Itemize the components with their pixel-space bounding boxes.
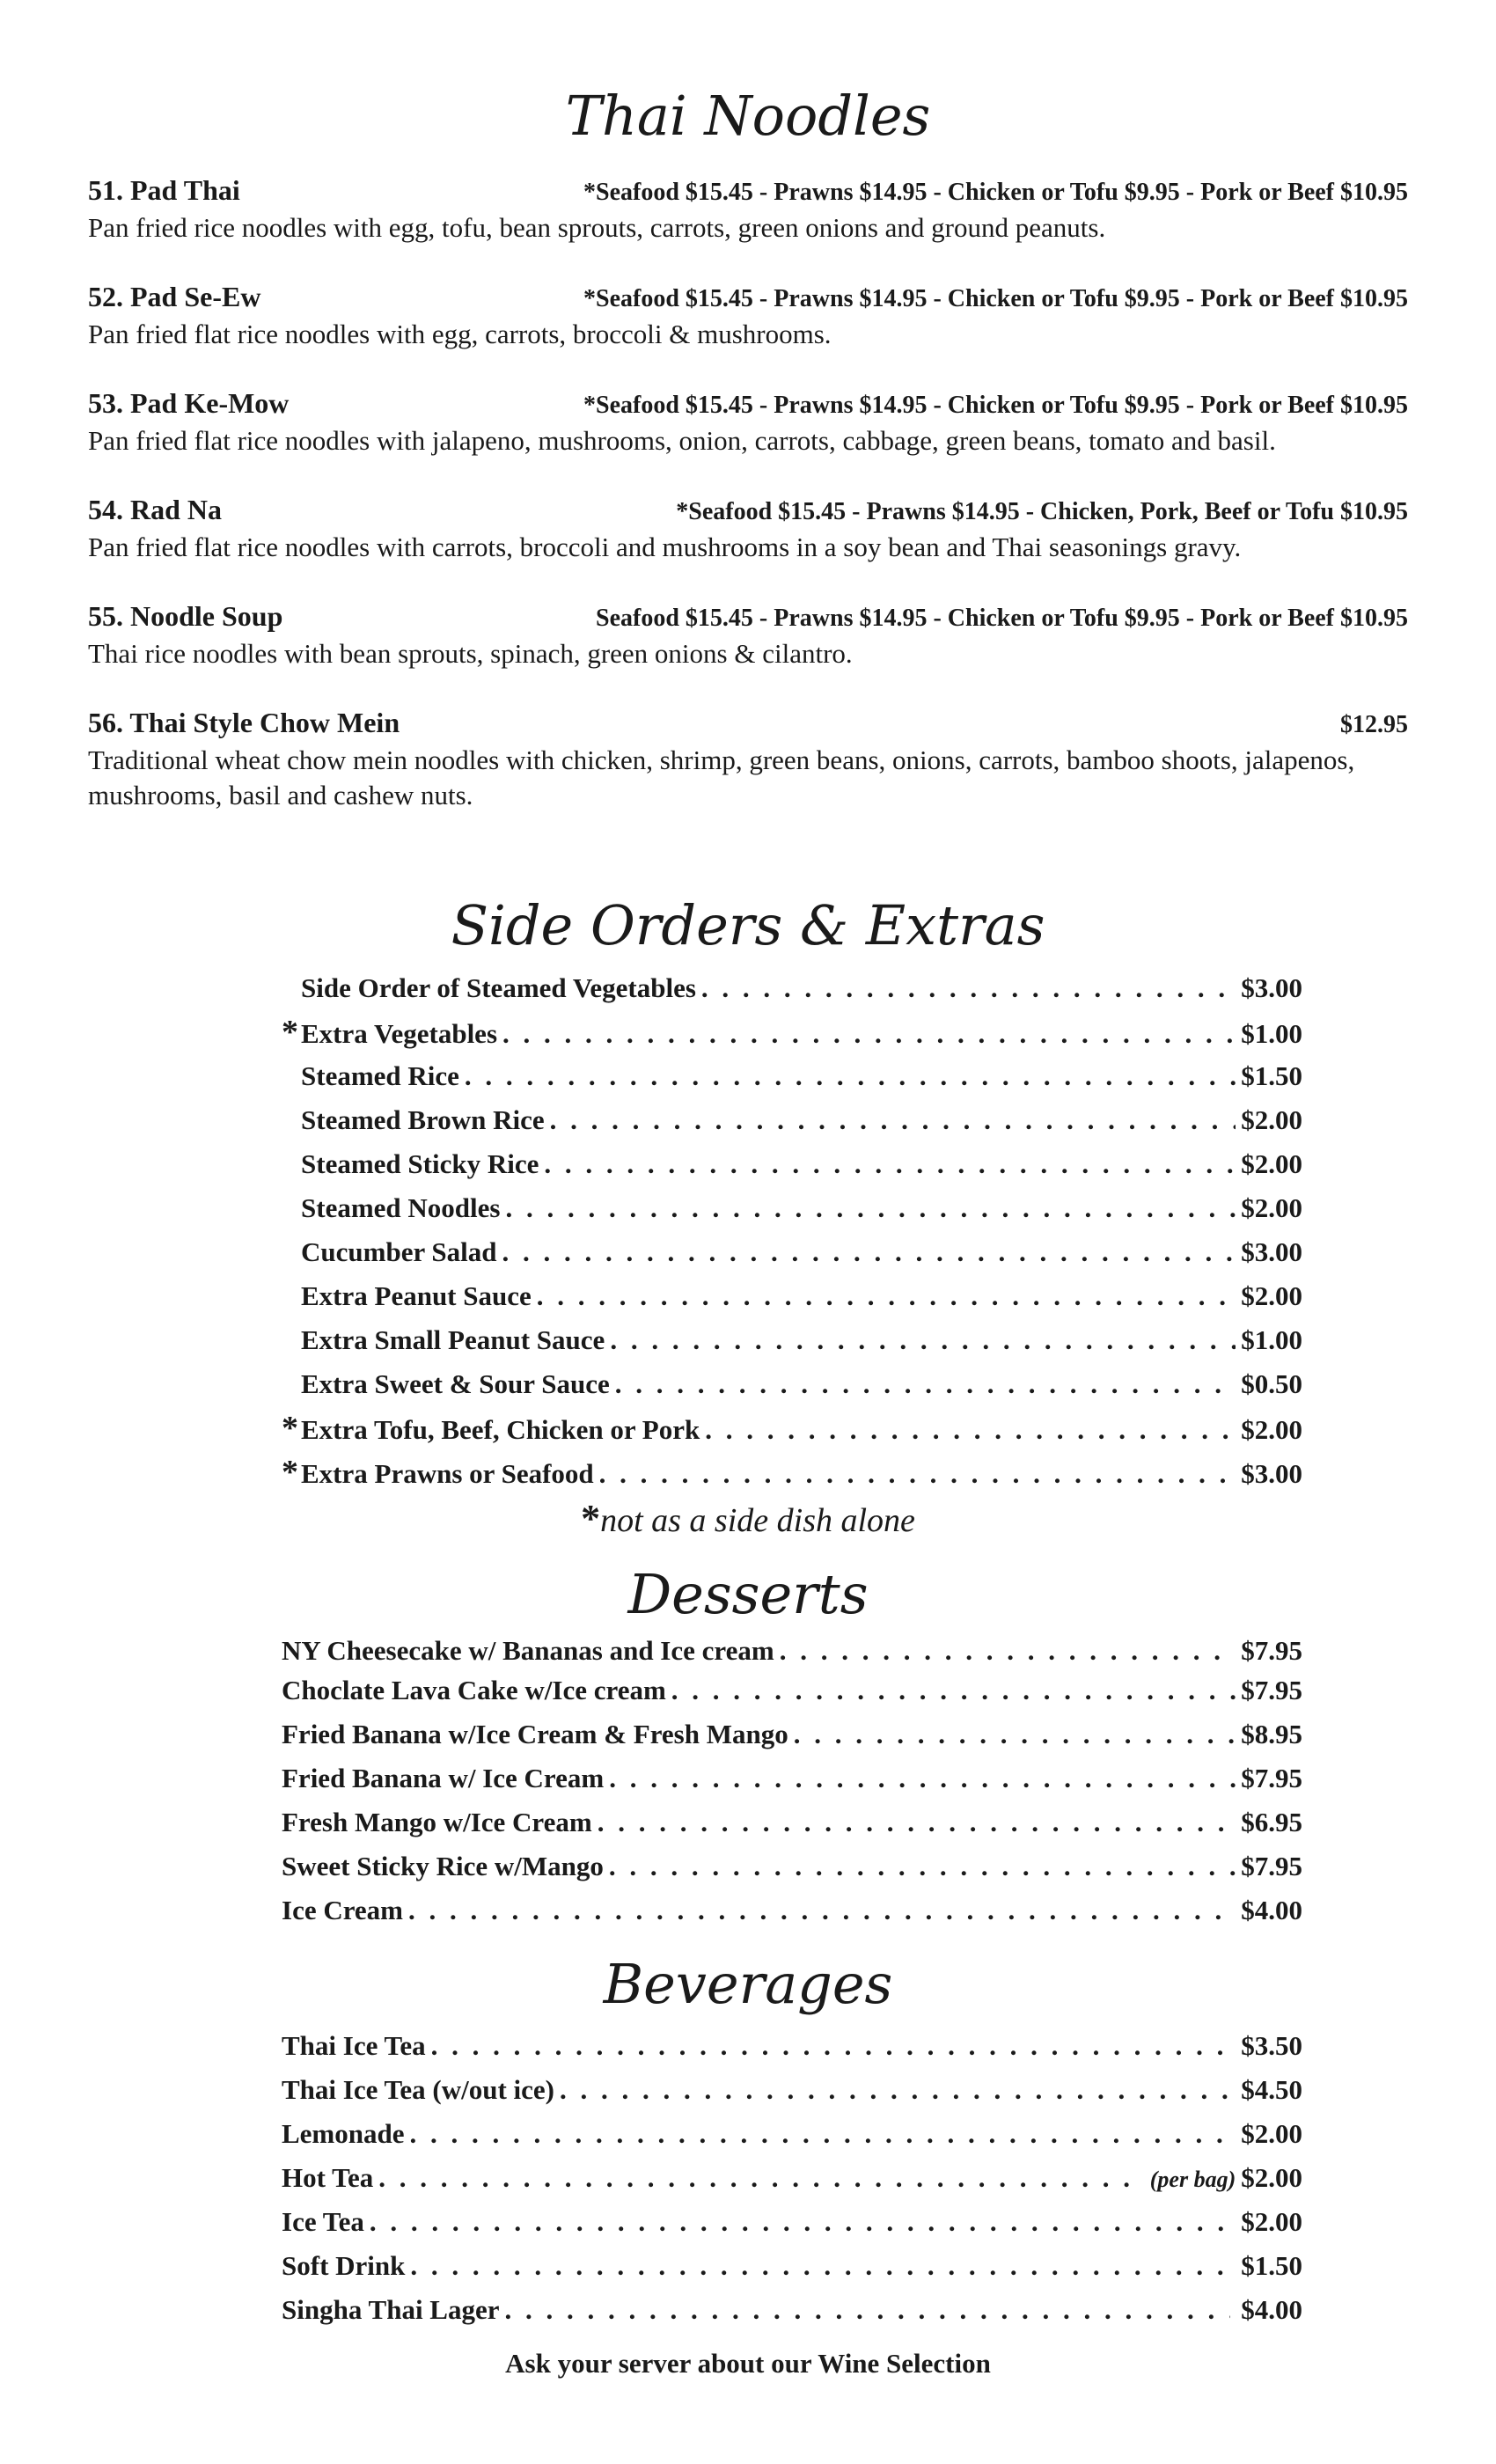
menu-item (88, 705, 1408, 813)
list-item (282, 1318, 1302, 1362)
noodle-list (88, 172, 1408, 847)
dot-leader (615, 1362, 1236, 1406)
section-title-desserts: Desserts (627, 1562, 869, 1626)
dot-leader (502, 1230, 1236, 1274)
dot-leader (610, 1318, 1236, 1362)
item-description: Traditional wheat chow mein noodles with chicken, shrimp, green beans, onions, carrots, bamboo shoots, jalapenos, mushrooms, basil and cashew nuts. (88, 744, 1355, 810)
item-name: 52. Pad Se-Ew (88, 281, 261, 312)
item-name: Soft Drink (282, 2250, 406, 2281)
item-name: Extra Sweet & Sour Sauce (301, 1368, 610, 1399)
item-name: Steamed Rice (301, 1060, 459, 1091)
dot-leader (599, 1452, 1236, 1496)
dot-leader (550, 1098, 1236, 1142)
dot-leader (370, 2200, 1230, 2244)
item-name: Ice Tea (282, 2206, 364, 2237)
item-name: Extra Small Peanut Sauce (301, 1324, 605, 1355)
asterisk: * (581, 1497, 601, 1540)
item-name: Thai Ice Tea (w/out ice) (282, 2074, 554, 2105)
item-name: Sweet Sticky Rice w/Mango (282, 1851, 604, 1881)
list-item (282, 2288, 1302, 2332)
item-price: $3.00 (1241, 1236, 1302, 1267)
item-name: 54. Rad Na (88, 494, 223, 525)
dot-leader (794, 1712, 1236, 1756)
dot-leader (502, 1012, 1236, 1056)
dot-leader (598, 1800, 1236, 1844)
list-item (282, 2068, 1302, 2112)
item-name: 55. Noodle Soup (88, 600, 283, 632)
item-name: 53. Pad Ke-Mow (88, 387, 290, 419)
item-description: Pan fried rice noodles with egg, tofu, bean sprouts, carrots, green onions and ground peanuts. (88, 212, 1106, 243)
list-item (282, 1010, 1302, 1054)
item-name: Extra Prawns or Seafood (301, 1458, 594, 1489)
list-item (282, 1800, 1302, 1844)
list-item (282, 1274, 1302, 1318)
menu-item (88, 385, 1408, 458)
list-item (282, 1230, 1302, 1274)
item-price: $2.00 (1241, 1148, 1302, 1179)
item-price: $2.00 (1241, 1280, 1302, 1311)
menu-item (88, 279, 1408, 352)
dot-leader (701, 966, 1236, 1010)
list-item (282, 1668, 1302, 1712)
section-title-thai-noodles: Thai Noodles (565, 84, 931, 148)
item-price: *Seafood $15.45 - Prawns $14.95 - Chicken, Pork, Beef or Tofu $10.95 (676, 498, 1408, 525)
asterisk: * (282, 1014, 298, 1051)
list-item (282, 1450, 1302, 1494)
item-price: $12.95 (1340, 711, 1408, 738)
item-name: Extra Vegetables (301, 1018, 498, 1049)
list-item (282, 1406, 1302, 1450)
menu-item (88, 492, 1408, 565)
item-description: Thai rice noodles with bean sprouts, spinach, green onions & cilantro. (88, 638, 853, 669)
item-name: Ice Cream (282, 1895, 404, 1925)
item-price: $1.00 (1241, 1018, 1302, 1049)
item-price: $1.50 (1241, 1060, 1302, 1091)
item-price: $2.00 (1241, 2118, 1302, 2149)
item-name: Fried Banana w/ Ice Cream (282, 1763, 605, 1793)
list-item (282, 2112, 1302, 2156)
item-name: Side Order of Steamed Vegetables (301, 972, 696, 1003)
list-item (282, 2244, 1302, 2288)
list-item (282, 2156, 1302, 2200)
item-price: $4.00 (1241, 2294, 1302, 2325)
item-name: Singha Thai Lager (282, 2294, 500, 2325)
item-name: Extra Peanut Sauce (301, 1280, 532, 1311)
dot-leader (410, 2244, 1230, 2288)
dot-leader (410, 2112, 1231, 2156)
dot-leader (705, 1408, 1236, 1452)
list-item (282, 966, 1302, 1010)
item-name: Steamed Sticky Rice (301, 1148, 539, 1179)
item-price: $1.50 (1241, 2250, 1302, 2281)
list-item (282, 1756, 1302, 1800)
item-price: $6.95 (1241, 1807, 1302, 1837)
item-description: Pan fried flat rice noodles with carrots, broccoli and mushrooms in a soy bean and Thai seasonings gravy. (88, 532, 1242, 562)
side-dish-note (88, 1496, 1408, 1541)
list-item (282, 1712, 1302, 1756)
section-title-side-orders: Side Orders & Extras (451, 893, 1045, 957)
item-name: Steamed Brown Rice (301, 1104, 545, 1135)
item-name: 56. Thai Style Chow Mein (88, 707, 400, 738)
item-description: Pan fried flat rice noodles with jalapeno, mushrooms, onion, carrots, cabbage, green beans, tomato and basil. (88, 425, 1276, 456)
item-price: $2.00 (1241, 1192, 1302, 1223)
list-item (282, 1098, 1302, 1142)
item-name: 51. Pad Thai (88, 174, 240, 206)
dot-leader (780, 1633, 1236, 1668)
list-item (282, 1054, 1302, 1098)
beverages-list (282, 2024, 1302, 2332)
item-price: $0.50 (1241, 1368, 1302, 1399)
item-price: $2.00 (1241, 2162, 1302, 2193)
dot-leader (505, 2288, 1231, 2332)
item-price: $2.00 (1241, 2206, 1302, 2237)
item-name: Fried Banana w/Ice Cream & Fresh Mango (282, 1719, 788, 1749)
item-price: *Seafood $15.45 - Prawns $14.95 - Chicken or Tofu $9.95 - Pork or Beef $10.95 (583, 392, 1408, 419)
item-price: Seafood $15.45 - Prawns $14.95 - Chicken or Tofu $9.95 - Pork or Beef $10.95 (596, 605, 1408, 632)
item-name: Steamed Noodles (301, 1192, 501, 1223)
item-name: Extra Tofu, Beef, Chicken or Pork (301, 1414, 700, 1445)
item-name: Thai Ice Tea (282, 2030, 426, 2061)
side-orders-list (282, 966, 1302, 1494)
item-price: $7.95 (1241, 1635, 1302, 1666)
dot-leader (537, 1274, 1236, 1318)
item-price: $3.00 (1241, 972, 1302, 1003)
list-item (282, 1186, 1302, 1230)
item-price: $8.95 (1241, 1719, 1302, 1749)
asterisk: * (282, 1454, 298, 1491)
item-price: $3.00 (1241, 1458, 1302, 1489)
item-name: Choclate Lava Cake w/Ice cream (282, 1675, 666, 1705)
section-title-beverages: Beverages (603, 1952, 893, 2016)
wine-selection-note: Ask your server about our Wine Selection (505, 2348, 991, 2379)
desserts-list (282, 1633, 1302, 1932)
note-text: not as a side dish alone (600, 1502, 915, 1539)
item-price: $7.95 (1241, 1675, 1302, 1705)
item-price: $1.00 (1241, 1324, 1302, 1355)
item-price: $4.00 (1241, 1895, 1302, 1925)
dot-leader (378, 2156, 1145, 2200)
dot-leader (431, 2024, 1231, 2068)
item-note: (per bag) (1149, 2167, 1236, 2192)
item-description: Pan fried flat rice noodles with egg, carrots, broccoli & mushrooms. (88, 319, 832, 349)
item-name: Hot Tea (282, 2162, 374, 2193)
list-item (282, 2024, 1302, 2068)
list-item (282, 1633, 1302, 1668)
dot-leader (609, 1844, 1236, 1888)
item-name: NY Cheesecake w/ Bananas and Ice cream (282, 1635, 774, 1666)
item-name: Cucumber Salad (301, 1236, 497, 1267)
list-item (282, 1844, 1302, 1888)
dot-leader (671, 1668, 1236, 1712)
menu-item (88, 172, 1408, 246)
menu-item (88, 598, 1408, 671)
item-price: *Seafood $15.45 - Prawns $14.95 - Chicken or Tofu $9.95 - Pork or Beef $10.95 (583, 179, 1408, 206)
dot-leader (505, 1186, 1236, 1230)
item-price: $7.95 (1241, 1763, 1302, 1793)
list-item (282, 2200, 1302, 2244)
list-item (282, 1142, 1302, 1186)
item-name: Fresh Mango w/Ice Cream (282, 1807, 592, 1837)
asterisk: * (282, 1410, 298, 1447)
item-price: $7.95 (1241, 1851, 1302, 1881)
item-price: $2.00 (1241, 1414, 1302, 1445)
item-price: $3.50 (1241, 2030, 1302, 2061)
list-item (282, 1888, 1302, 1932)
dot-leader (465, 1054, 1236, 1098)
dot-leader (560, 2068, 1230, 2112)
dot-leader (408, 1888, 1236, 1932)
item-price: *Seafood $15.45 - Prawns $14.95 - Chicken or Tofu $9.95 - Pork or Beef $10.95 (583, 285, 1408, 312)
item-name: Lemonade (282, 2118, 405, 2149)
item-price: $2.00 (1241, 1104, 1302, 1135)
list-item (282, 1362, 1302, 1406)
item-price: $4.50 (1241, 2074, 1302, 2105)
dot-leader (544, 1142, 1236, 1186)
dot-leader (609, 1756, 1236, 1800)
